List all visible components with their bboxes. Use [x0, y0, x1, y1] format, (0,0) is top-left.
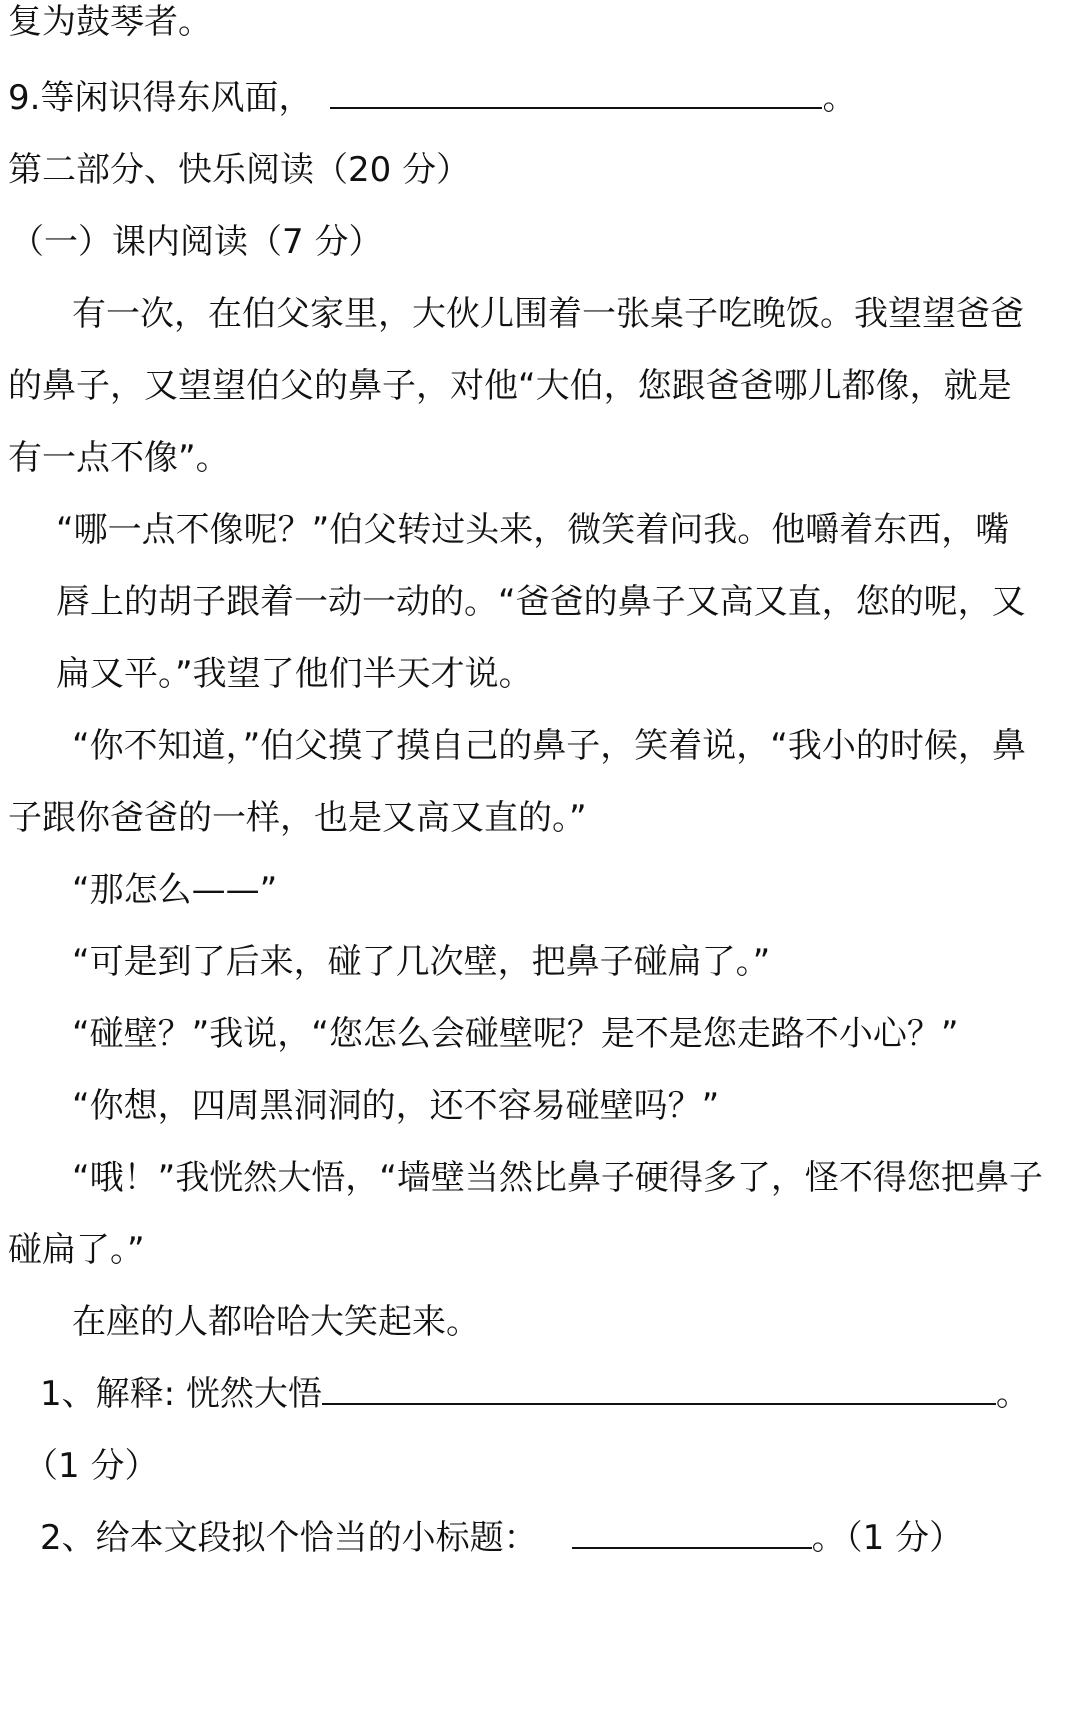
question-1-text: 1、解释: 恍然大悟 — [40, 1374, 322, 1414]
passage-line: 扁又平。”我望了他们半天才说。 — [56, 654, 533, 694]
question-1-end: 。 — [995, 1374, 1030, 1414]
question-1 — [40, 1372, 1030, 1416]
answer-blank-2[interactable] — [572, 1517, 812, 1549]
question-1-score: （1 分） — [24, 1446, 159, 1486]
answer-blank-1[interactable] — [322, 1373, 996, 1405]
question-2-end: 。（1 分） — [811, 1518, 964, 1558]
answer-blank-9[interactable] — [330, 77, 822, 109]
passage-line: 有一次，在伯父家里，大伙儿围着一张桌子吃晚饭。我望望爸爸 — [72, 294, 1024, 334]
question-9-text: 9.等闲识得东风面， — [8, 78, 313, 118]
passage-line: “你不知道，”伯父摸了摸自己的鼻子，笑着说，“我小的时候，鼻 — [72, 726, 1026, 766]
passage-line: 唇上的胡子跟着一动一动的。“爸爸的鼻子又高又直，您的呢，又 — [56, 582, 1026, 622]
passage-line: 有一点不像”。 — [8, 438, 230, 478]
section-heading-part-2: 第二部分、快乐阅读（20 分） — [8, 150, 471, 190]
passage-line: 在座的人都哈哈大笑起来。 — [72, 1302, 480, 1342]
question-2 — [40, 1516, 963, 1560]
question-9-end: 。 — [822, 78, 857, 118]
passage-line: “可是到了后来，碰了几次壁，把鼻子碰扁了。” — [72, 942, 771, 982]
passage-line: 子跟你爸爸的一样，也是又高又直的。” — [8, 798, 587, 838]
passage-line: “碰壁？”我说，“您怎么会碰壁呢？是不是您走路不小心？” — [72, 1014, 959, 1054]
passage-line: “哦！”我恍然大悟，“墙壁当然比鼻子硬得多了，怪不得您把鼻子 — [72, 1158, 1043, 1198]
question-9 — [8, 76, 856, 120]
passage-line: “那怎么——” — [72, 870, 278, 910]
passage-line: “你想，四周黑洞洞的，还不容易碰壁吗？” — [72, 1086, 720, 1126]
subsection-heading-reading: （一）课内阅读（7 分） — [10, 222, 383, 262]
passage-line: 碰扁了。” — [8, 1230, 145, 1270]
question-2-text: 2、给本文段拟个恰当的小标题： — [40, 1518, 538, 1558]
passage-line: 的鼻子，又望望伯父的鼻子，对他“大伯，您跟爸爸哪儿都像，就是 — [8, 366, 1012, 406]
passage-line: “哪一点不像呢？”伯父转过头来，微笑着问我。他嚼着东西，嘴 — [56, 510, 1010, 550]
poem-answer-tail: 复为鼓琴者。 — [8, 2, 212, 42]
